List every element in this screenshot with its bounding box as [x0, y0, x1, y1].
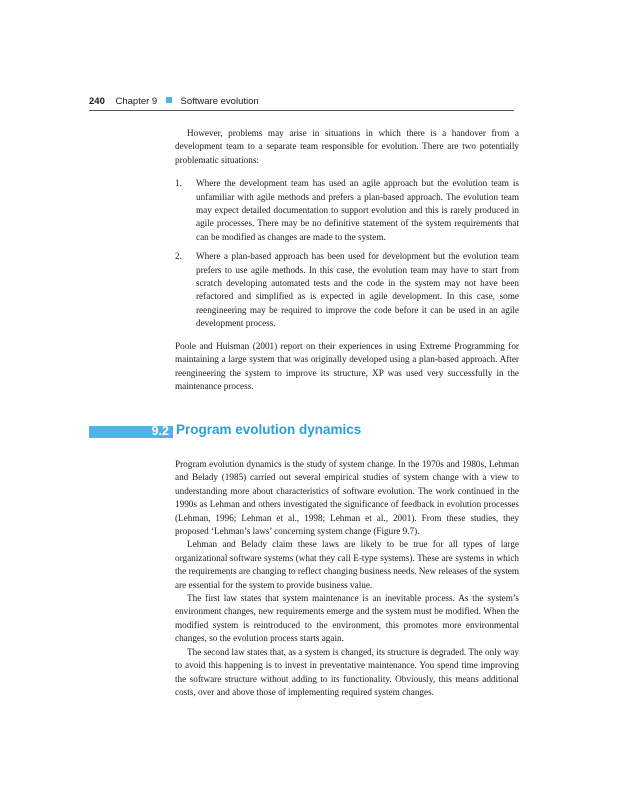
section-paragraph-2: Lehman and Belady claim these laws are likely to be true for all types of large organizational software systems (what they call E-type systems). These are systems in which the requirements are changing to reflect changing business needs. New releases of the system are essential for the system to provide business value. — [175, 539, 519, 590]
section-number: 9.2 — [151, 424, 169, 438]
situation-list — [175, 177, 519, 330]
section-body — [175, 458, 519, 699]
section-paragraph-1: Program evolution dynamics is the study of system change. In the 1970s and 1980s, Lehman and Belady (1985) carried out several empirical studies of system change with a view to understanding more about characteristics of software evolution. The work continued in the 1990s as Lehman and others investigated the significance of feedback in evolution processes (Lehman, 1996; Lehman et al., 1998; Lehman et al., 2001). From these studies, they proposed ‘Lehman’s laws’ concerning system change (Figure 9.7). — [175, 459, 519, 537]
chapter-label: Chapter 9 — [115, 96, 158, 107]
section-heading: Program evolution dynamics — [176, 422, 362, 437]
list-item — [175, 250, 519, 330]
list-item-number: 1. — [175, 178, 182, 189]
closing-paragraph: Poole and Huisman (2001) report on their experiences in using Extreme Programming for maintaining a large system that was originally developed using a plan-based approach. After reengineering the system to improve its structure, XP was used very successfully in the maintenance process. — [175, 340, 519, 391]
section-paragraph-3: The first law states that system maintenance is an inevitable process. As the system’s environment changes, new requirements emerge and the system must be modified. When the modified system is reintroduced to the environment, this promotes more environmental changes, so the evolution process starts again. — [175, 593, 519, 644]
list-item-number: 2. — [175, 251, 182, 262]
square-bullet-icon — [166, 97, 172, 103]
header-rule — [89, 110, 514, 111]
intro-paragraph: However, problems may arise in situations in which there is a handover from a development team to a separate team responsible for evolution. There are two potentially problematic situations: — [175, 128, 519, 165]
section-paragraph-4: The second law states that, as a system is changed, its structure is degraded. The only way to avoid this happening is to invest in preventative maintenance. You spend time improving the software structure without adding to its functionality. Obviously, this means additional costs, over and above those of implementing required system changes. — [175, 646, 519, 697]
chapter-title: Software evolution — [180, 96, 259, 107]
list-item-text: Where the development team has used an agile approach but the evolution team is unfamiliar with agile methods and prefers a plan-based approach. The evolution team may expect detailed documentation to support evolution and this is rarely produced in agile processes. There may be no definitive statement of the system requirements that can be modified as changes are made to the system. — [196, 178, 519, 242]
running-head — [89, 96, 514, 107]
intro-block — [175, 127, 519, 393]
list-item — [175, 177, 519, 244]
page-number: 240 — [89, 96, 105, 107]
list-item-text: Where a plan-based approach has been used for development but the evolution team prefers to use agile methods. In this case, the evolution team may have to start from scratch developing automated tests and the code in the system may not have been refactored and simplified as is expected in agile development. In this case, some reengineering may be required to improve the code before it can be used in an agile development process. — [196, 251, 519, 329]
